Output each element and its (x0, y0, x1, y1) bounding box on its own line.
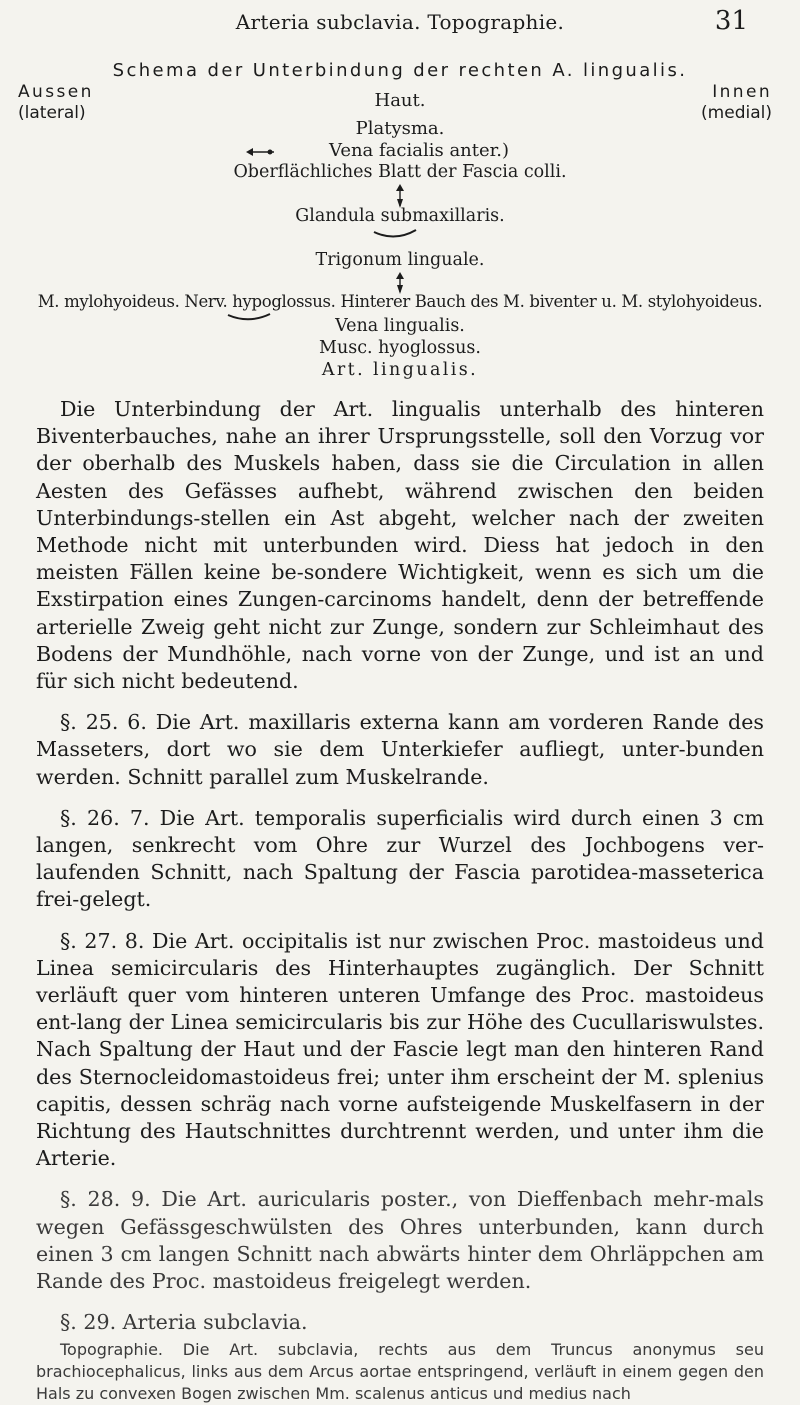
curve-mark-icon (372, 228, 418, 240)
layer-glandula: Glandula submaxillaris. (295, 206, 505, 226)
layer-platysma: Platysma. (355, 118, 445, 139)
innen-label: Innen (712, 82, 772, 102)
layer-fascia-colli: Oberflächliches Blatt der Fascia colli. (233, 162, 567, 182)
layer-muscles: M. mylohyoideus. Nerv. hypoglossus. Hinterer Bauch des M. biventer u. M. stylohyoideus. (37, 292, 763, 311)
layer-haut: Haut. (374, 90, 426, 111)
medial-sub: (medial) (701, 103, 772, 123)
paragraph-26: §. 26. 7. Die Art. temporalis superficialis wird durch einen 3 cm langen, senkrecht vom Ohre zur Wurzel des Jochbogens ver-laufenden Schnitt, nach Spaltung der Fascia parotidea-masseterica frei-gelegt. (36, 805, 764, 912)
paragraph-unterbindung: Die Unterbindung der Art. lingualis unterhalb des hinteren Biventerbauches, nahe an ihrer Ursprungsstelle, soll den Vorzug vor der oberhalb des Muskels haben, dass sie die Circulation in allen Aesten des Gefässes aufhebt, während zwischen den beiden Unterbindungs-stellen ein Ast abgeht, welcher nach der zweiten Methode nicht mit unterbunden wird. Diess hat jedoch in den meisten Fällen keine be-sondere Wichtigkeit, wenn es sich um die Exstirpation eines Zungen-carcinoms handelt, denn der betreffende arterielle Zweig geht nicht zur Zunge, sondern zur Schleimhaut des Bodens der Mundhöhle, nach vorne von der Zunge, und ist an und für sich nicht bedeutend. (36, 397, 764, 694)
layer-vena-lingualis: Vena lingualis. (335, 316, 465, 336)
body-text (36, 396, 764, 1405)
paragraph-topographie: Topographie. Die Art. subclavia, rechts aus dem Truncus anonymus seu brachiocephalicus, links aus dem Arcus aortae entspringend, verläuft in einem gegen den Hals zu convexen Bogen zwischen Mm. scalenus anticus und medius nach (36, 1339, 764, 1403)
layer-art-lingualis: Art. lingualis. (321, 360, 479, 380)
layer-hyoglossus: Musc. hyoglossus. (319, 338, 481, 358)
ligation-schema (0, 48, 800, 388)
lateral-sub: (lateral) (18, 103, 86, 123)
schema-title: Schema der Unterbindung der rechten A. lingualis. (112, 60, 688, 81)
running-title: Arteria subclavia. Topographie. (235, 10, 565, 34)
aussen-label: Aussen (18, 82, 94, 102)
paragraph-28: §. 28. 9. Die Art. auricularis poster., von Dieffenbach mehr-mals wegen Gefässgeschwülsten des Ohres unterbunden, kann durch einen 3 cm langen Schnitt nach abwärts hinter dem Ohrläppchen am Rande des Proc. mastoideus freigelegt werden. (36, 1187, 764, 1294)
section-heading-29: §. 29. Arteria subclavia. (60, 1310, 308, 1335)
layer-trigonum: Trigonum linguale. (315, 250, 485, 270)
running-header (0, 6, 800, 40)
up-arrow-icon (395, 184, 405, 208)
layer-vena-facialis: Vena facialis anter.) (328, 140, 510, 161)
paragraph-25: §. 25. 6. Die Art. maxillaris externa kann am vorderen Rande des Masseters, dort wo sie dem Unterkiefer aufliegt, unter-bunden werden. Schnitt parallel zum Muskelrande. (36, 710, 764, 789)
up-arrow-icon (395, 272, 405, 294)
paragraph-27: §. 27. 8. Die Art. occipitalis ist nur zwischen Proc. mastoideus und Linea semicircularis des Hinterhauptes zugänglich. Der Schnitt verläuft quer vom hinteren unteren Umfange des Proc. mastoideus ent-lang der Linea semicircularis bis zur Höhe des Cucullariswulstes. Nach Spaltung der Haut und der Fascie legt man den hinteren Rand des Sternocleidomastoideus frei; unter ihm erscheint der M. splenius capitis, dessen schräg nach vorne aufsteigende Muskelfasern in der Richtung des Hautschnittes durchtrennt werden, und unter ihm die Arterie. (36, 928, 764, 1171)
page-number: 31 (714, 6, 748, 36)
